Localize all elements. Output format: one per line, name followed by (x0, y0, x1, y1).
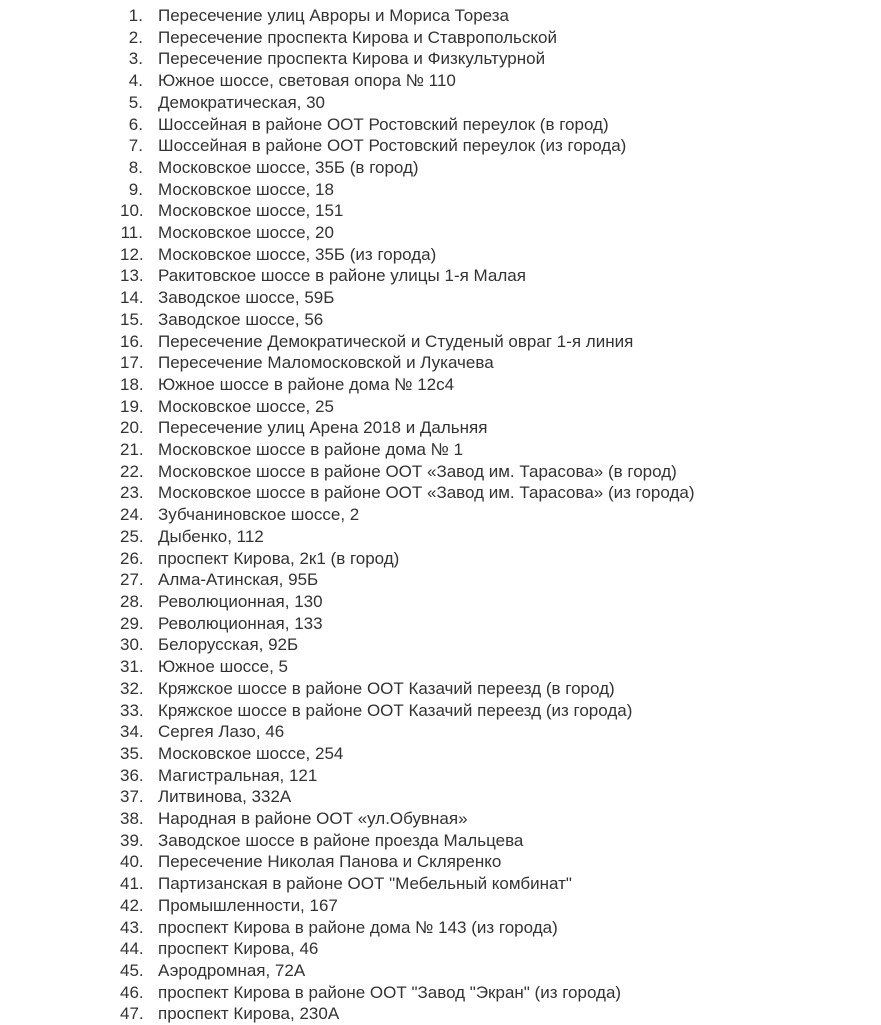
list-item: проспект Кирова, 230А (158, 1004, 340, 1024)
list-item: Промышленности, 167 (158, 895, 338, 915)
list-item: Литвинова, 332А (158, 787, 292, 807)
list-item: Заводское шоссе, 56 (158, 309, 324, 329)
list-item: Алма-Атинская, 95Б (158, 570, 319, 590)
list-item: Московское шоссе, 35Б (из города) (158, 244, 437, 264)
list-item: Зубчаниновское шоссе, 2 (158, 505, 360, 525)
list-item: проспект Кирова, 2к1 (в город) (158, 548, 400, 568)
list-item: Южное шоссе в районе дома № 12с4 (158, 374, 455, 394)
list-item: Демократическая, 30 (158, 92, 326, 112)
list-item: Московское шоссе в районе ООТ «Завод им. Тарасова» (в город) (158, 461, 677, 481)
list-item: Пересечение проспекта Кирова и Физкультурной (158, 49, 546, 69)
list-item: Шоссейная в районе ООТ Ростовский переулок (в город) (158, 114, 609, 134)
address-list (0, 5, 881, 1025)
list-item: Аэродромная, 72А (158, 960, 306, 980)
list-item: Пересечение Демократической и Студеный овраг 1-я линия (158, 331, 634, 351)
list-item: Московское шоссе, 18 (158, 179, 334, 199)
list-item: Белорусская, 92Б (158, 635, 299, 655)
list-item: проспект Кирова в районе ООТ "Завод "Экран" (из города) (158, 982, 622, 1002)
list-item: Пересечение Николая Панова и Скляренко (158, 852, 502, 872)
list-item: Магистральная, 121 (158, 765, 318, 785)
list-item: Московское шоссе, 151 (158, 201, 344, 221)
list-item: Народная в районе ООТ «ул.Обувная» (158, 809, 468, 829)
list-item: Московское шоссе, 20 (158, 223, 334, 243)
list-item: Революционная, 133 (158, 613, 323, 633)
list-item: Южное шоссе, световая опора № 110 (158, 71, 456, 91)
list-item: Южное шоссе, 5 (158, 657, 289, 677)
list-item: Пересечение проспекта Кирова и Ставропольской (158, 27, 557, 47)
list-item: проспект Кирова в районе дома № 143 (из города) (158, 917, 558, 937)
list-item: Московское шоссе, 254 (158, 743, 344, 763)
list-item: Кряжское шоссе в районе ООТ Казачий переезд (из города) (158, 700, 633, 720)
list-item: Пересечение улиц Арена 2018 и Дальняя (158, 418, 488, 438)
list-item: Московское шоссе в районе дома № 1 (158, 440, 464, 460)
list-item: Кряжское шоссе в районе ООТ Казачий переезд (в город) (158, 678, 615, 698)
list-item: Пересечение улиц Авроры и Мориса Тореза (158, 6, 509, 25)
list-item: проспект Кирова, 46 (158, 939, 319, 959)
list-item: Партизанская в районе ООТ "Мебельный комбинат" (158, 874, 572, 894)
list-item: Заводское шоссе в районе проезда Мальцева (158, 830, 524, 850)
list-item: Московское шоссе, 25 (158, 396, 334, 416)
list-item: Московское шоссе в районе ООТ «Завод им. Тарасова» (из города) (158, 483, 695, 503)
list-item: Дыбенко, 112 (158, 526, 264, 546)
list-item: Революционная, 130 (158, 591, 323, 611)
list-item: Ракитовское шоссе в районе улицы 1-я Малая (158, 266, 526, 286)
list-item: Сергея Лазо, 46 (158, 722, 285, 742)
list-item: Пересечение Маломосковской и Лукачева (158, 353, 494, 373)
list-item: Московское шоссе, 35Б (в город) (158, 157, 419, 177)
list-item: Заводское шоссе, 59Б (158, 288, 335, 308)
list-item: Шоссейная в районе ООТ Ростовский переулок (из города) (158, 136, 627, 156)
